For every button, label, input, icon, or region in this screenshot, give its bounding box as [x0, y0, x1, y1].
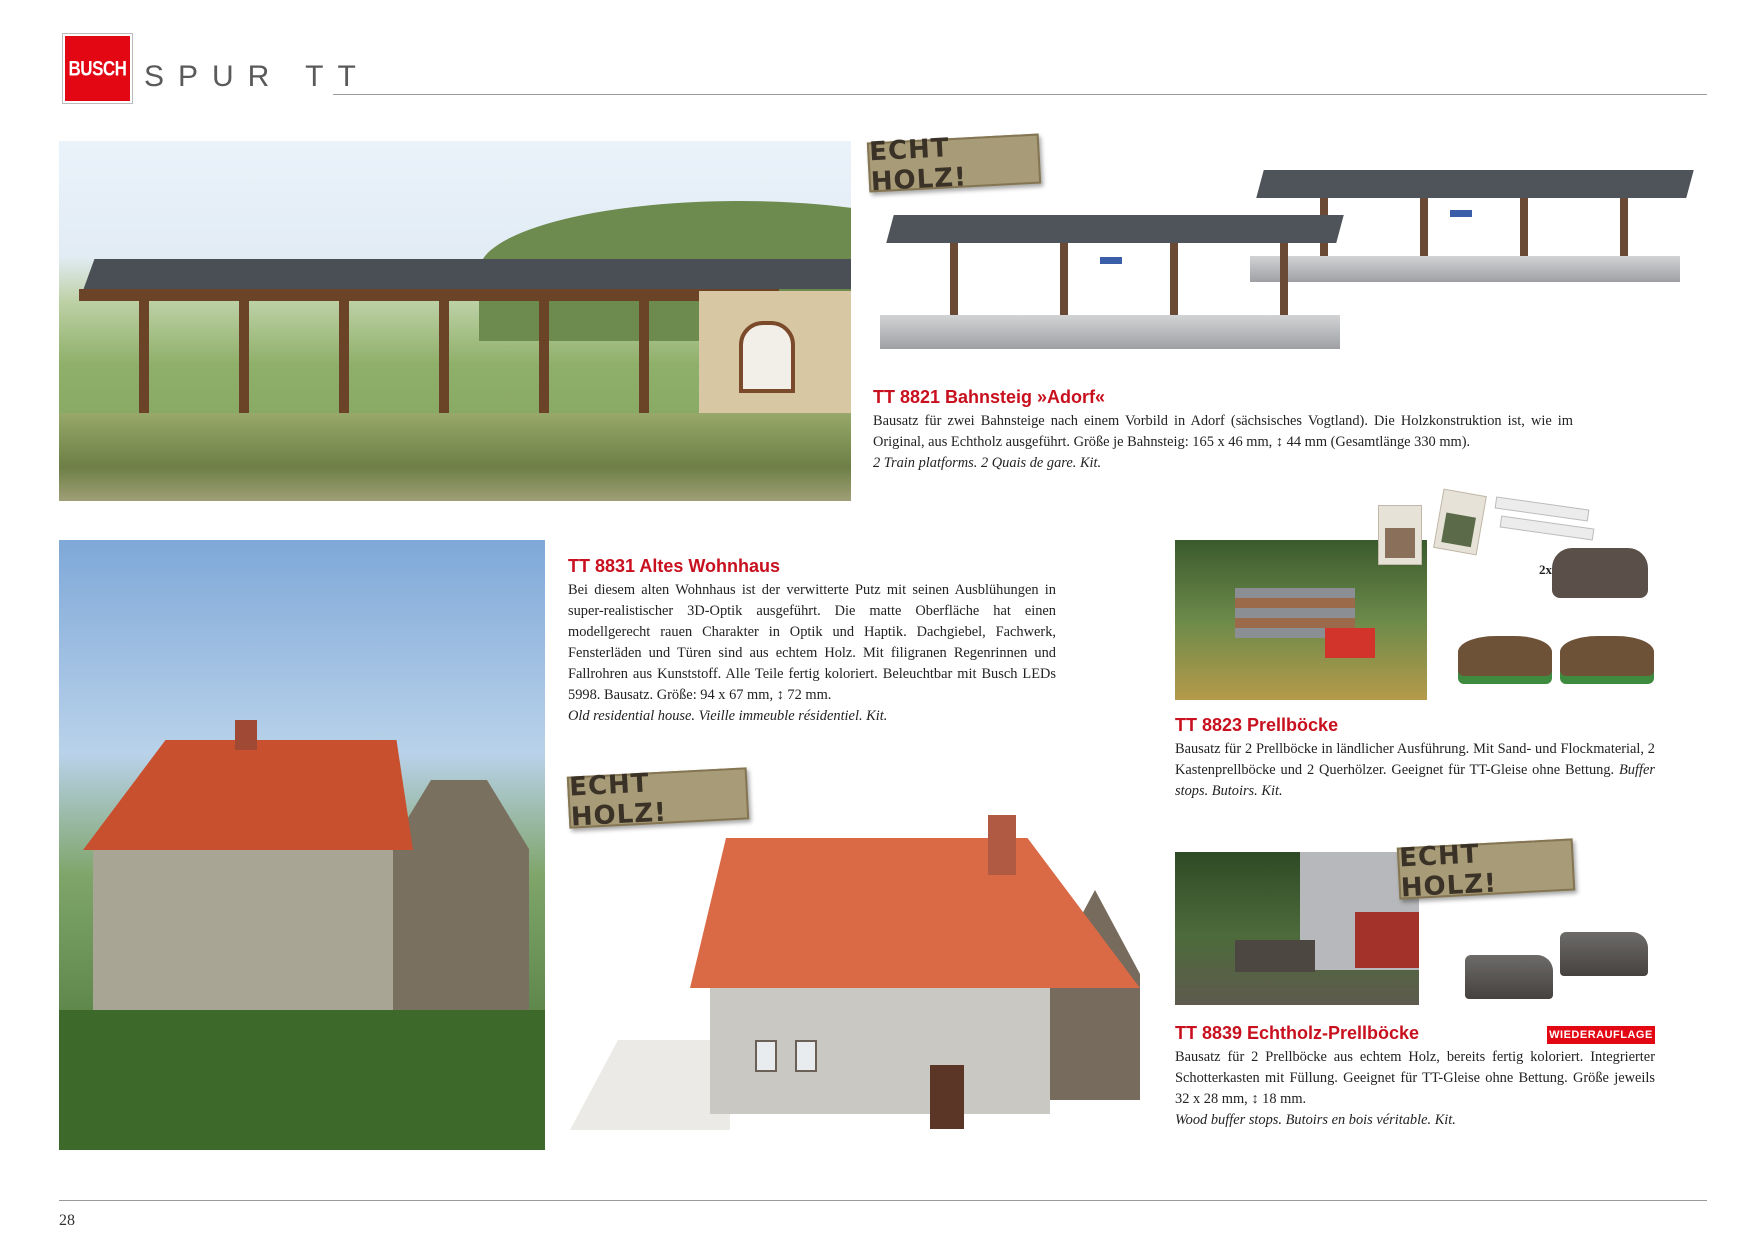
- product-translation: 2 Train platforms. 2 Quais de gare. Kit.: [873, 455, 1102, 471]
- header-divider: [333, 94, 1707, 95]
- platform-render-post: [1170, 243, 1178, 319]
- product-tt8821: [873, 387, 1573, 474]
- platform-render-post: [1620, 198, 1628, 260]
- product-tt8823: [1175, 715, 1655, 802]
- wood-buffer-stop-layout-photo: [1175, 852, 1419, 1005]
- platform-render-sign: [1450, 210, 1472, 217]
- platform-post: [339, 299, 349, 419]
- wood-buffer-stop: [1235, 940, 1315, 972]
- house-roof: [83, 740, 413, 850]
- house-render-window: [755, 1040, 777, 1072]
- tractor: [1325, 628, 1375, 658]
- platform-roof: [84, 259, 851, 289]
- logo-text: BUSCH: [68, 56, 127, 80]
- platform-render-sign: [1100, 257, 1122, 264]
- footer-divider: [59, 1200, 1707, 1201]
- flock-fill: [1441, 513, 1476, 548]
- platform-canopy-beam: [79, 289, 779, 301]
- product-description: [1175, 739, 1655, 802]
- sand-fill: [1385, 528, 1415, 558]
- product-title: TT 8821 Bahnsteig »Adorf«: [873, 387, 1106, 407]
- platform-render-front: [880, 215, 1350, 355]
- buffer-stop-render: [1458, 636, 1552, 676]
- product-title: TT 8831 Altes Wohnhaus: [568, 556, 781, 576]
- section-title: SPUR TT: [144, 60, 370, 93]
- wood-buffer-stop-render: [1465, 955, 1553, 999]
- platform-render-post: [1060, 243, 1068, 319]
- platform-render-post: [950, 243, 958, 319]
- product-tt8839: [1175, 1023, 1655, 1131]
- product-title: TT 8839 Echtholz-Prellböcke: [1175, 1023, 1420, 1043]
- buffer-stop-part: [1552, 548, 1648, 598]
- platform-render-post: [1520, 198, 1528, 260]
- house-render-door: [930, 1065, 964, 1129]
- platform-render-roof: [886, 215, 1344, 243]
- sand-bag: [1378, 505, 1422, 565]
- echt-holz-stamp: ECHT HOLZ!: [867, 134, 1041, 193]
- reissue-badge: WIEDERAUFLAGE: [1547, 1026, 1655, 1044]
- platform-render-post: [1280, 243, 1288, 319]
- house-render-roof: [690, 838, 1140, 988]
- product-title: TT 8823 Prellböcke: [1175, 715, 1339, 735]
- old-house-layout-photo: [59, 540, 545, 1150]
- platform-post: [139, 299, 149, 419]
- house-render-chimney: [988, 815, 1016, 875]
- buffer-stop-render: [1560, 636, 1654, 676]
- platform-post: [239, 299, 249, 419]
- product-tt8831: [568, 556, 1056, 727]
- quantity-label: 2x: [1539, 562, 1552, 577]
- product-translation: Buffer stops. Butoirs. Kit.: [1175, 762, 1655, 799]
- booth-window: [739, 321, 795, 393]
- product-description: Bei diesem alten Wohnhaus ist der verwitterte Putz mit seinen Ausblühungen in super-realistischer 3D-Optik ausgeführt. Die matte Oberfläche hat einen modellgerecht rauen Charakter in Optik und Haptik. Dachgiebel, Fachwerk, Fensterläden und Türen sind aus echtem Holz. Mit filigranen Regenrinnen und Fallrohren aus Kunststoff. Alle Teile fertig koloriert. Beleuchtbar mit Busch LEDs 5998. Bausatz. Größe: 94 x 67 mm, ↕ 72 mm.: [568, 582, 1056, 703]
- house-wall: [93, 850, 393, 1010]
- locomotive: [1355, 912, 1419, 968]
- product-description: Bausatz für 2 Prellböcke aus echtem Holz, bereits fertig koloriert. Integrierter Schotterkasten mit Füllung. Geeignet für TT-Gleise ohne Bettung. Größe jeweils 32 x 28 mm, ↕ 18 mm.: [1175, 1049, 1655, 1107]
- platform-render-post: [1420, 198, 1428, 260]
- platform-layout-photo: [59, 141, 851, 501]
- product-description-text: Bausatz für 2 Prellböcke in ländlicher Ausführung. Mit Sand- und Flockmaterial, 2 Kastenprellböcke und 2 Querhölzer. Geeignet für TT-Gleise ohne Bettung.: [1175, 741, 1655, 778]
- echt-holz-stamp: ECHT HOLZ!: [1397, 838, 1575, 899]
- product-description: Bausatz für zwei Bahnsteige nach einem Vorbild in Adorf (sächsisches Vogtland). Die Holzkonstruktion ist, wie im Original, aus Echtholz ausgeführt. Größe je Bahnsteig: 165 x 46 mm, ↕ 44 mm (Gesamtlänge 330 mm).: [873, 413, 1573, 450]
- house-render-shadow: [570, 1040, 730, 1130]
- platform-render-base: [880, 315, 1340, 349]
- platform-post: [639, 299, 649, 419]
- busch-logo: [63, 34, 132, 103]
- product-translation: Old residential house. Vieille immeuble résidentiel. Kit.: [568, 708, 888, 724]
- echt-holz-stamp: ECHT HOLZ!: [567, 767, 749, 828]
- house-wooden-gable: [389, 780, 529, 1010]
- page-number: 28: [59, 1212, 75, 1229]
- platform-post: [439, 299, 449, 419]
- foreground-grass: [59, 413, 851, 501]
- product-translation: Wood buffer stops. Butoirs en bois véritable. Kit.: [1175, 1112, 1456, 1128]
- wood-buffer-stop-render: [1560, 932, 1648, 976]
- platform-render-roof: [1256, 170, 1694, 198]
- platform-post: [539, 299, 549, 419]
- house-render-window: [795, 1040, 817, 1072]
- flock-bag: [1433, 489, 1487, 556]
- house-chimney: [235, 720, 257, 750]
- lawn: [59, 1010, 545, 1150]
